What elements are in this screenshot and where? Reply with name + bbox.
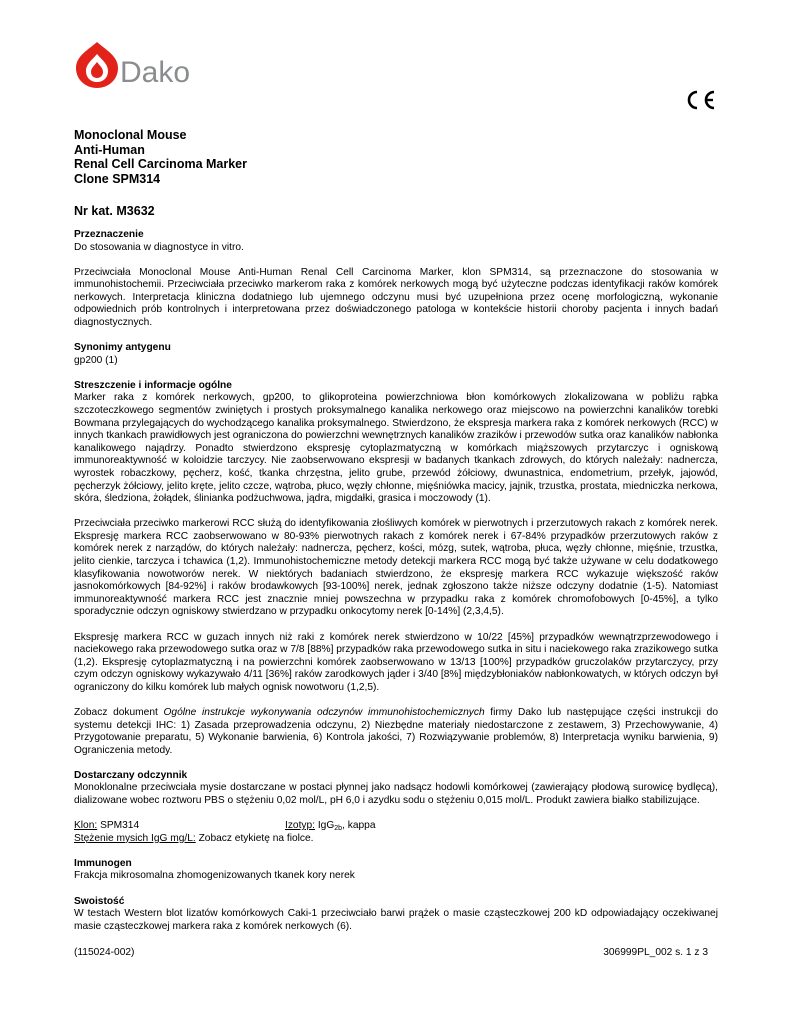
section-specificity (74, 896, 718, 934)
clone-spec (74, 820, 285, 833)
summary-paragraph-reference (74, 707, 718, 757)
purpose-paragraph: Przeciwciała Monoclonal Mouse Anti-Human Renal Cell Carcinoma Marker, klon SPM314, są przeznaczone do stosowania w immunohistochemii. Przeciwciała przeciwko markerom raka z komórek nerkowych mogą być użyteczne podczas identyfikacji raków komórek nerkowych. Interpretacja kliniczna dodatniego lub ujemnego odczynu musi być uzupełniona przez ocenę morfologiczną, wykonanie odpowiednich prób kontrolnych i interpretowana przez doświadczonego patologa w kontekście historii choroby pacjenta i innych badań diagnostycznych. (74, 266, 718, 329)
ce-mark (683, 90, 717, 110)
catalog-number: Nr kat. M3632 (74, 204, 155, 218)
title-line: Monoclonal Mouse (74, 128, 187, 142)
footer-document-code: (115024-002) (74, 947, 135, 958)
ce-mark-icon (683, 90, 717, 110)
section-text: Do stosowania w diagnostyce in vitro. (74, 241, 244, 253)
spec-subscript: 2b (334, 825, 343, 833)
concentration-spec (74, 833, 718, 846)
text-fragment: firmy Dako lub następujące części instrukcji do systemu detekcji IHC: 1) Zasada przeprowadzenia odczynu, 2) Niezbędne materiały niedostarczone z zestawem, 3) Przechowywanie, 4) Przygotowanie preparatu, 5) Wykonanie barwienia, 6) Kontrola jakości, 7) Rozwiązywanie problemów, 8) Interpretacja wyniku barwienia, 9) Ograniczenia metody. (74, 707, 718, 756)
section-text: Monoklonalne przeciwciała mysie dostarczane w postaci płynnej jako nadsącz hodowli komórkowej (zawierający płodową surowicę bydlęcą), dializowane wobec roztworu PBS o stężeniu 0,02 mol/L, pH 6,0 i azydku sodu o stężeniu 0,015 mol/L. Produkt zawiera białko stabilizujące. (74, 782, 718, 807)
document-body (74, 229, 718, 946)
section-immunogen (74, 858, 718, 883)
title-line: Clone SPM314 (74, 171, 161, 186)
spec-value: Zobacz etykietę na fiolce. (195, 832, 314, 844)
section-text: W testach Western blot lizatów komórkowych Caki-1 przeciwciało barwi prążek o masie cząsteczkowej 200 kD odpowiadający oczekiwanej masie cząsteczkowej markera raka z komórek nerkowych (6). (74, 908, 718, 932)
section-synonyms (74, 342, 718, 367)
brand-name: Dako (120, 56, 191, 89)
section-text: Frakcja mikrosomalna zhomogenizowanych tkanek kory nerek (74, 870, 355, 882)
spec-row (74, 820, 718, 833)
section-heading: Dostarczany odczynnik (74, 769, 188, 781)
section-text: Marker raka z komórek nerkowych, gp200, to glikoproteina powierzchniowa błon komórkowych zlokalizowana w pobliżu rąbka szczoteczkowego segmentów zwiniętych i prostych proksymalnego kanalika nerkowego oraz miejscowo na powierzchni kanalików torebki Bowmana przylegających do wychodzącego kanalika proksymalnego. Stwierdzono, że ekspresja markera raka z komórek nerkowych (RCC) w innych tkankach prawidłowych jest ograniczona do powierzchni wewnętrznych kanalików zrazików i przewodów sutka oraz kanalików nabłonka kanalikowego najądrzy. Ponadto stwierdzono ekspresję cytoplazmatyczną w komórkach miąższowych przytarczyc i ogniskową immunoreaktywność w koloidzie tarczycy. Nie zaobserwowano ekspresji w badanych tkankach zdrowych, do których należały: nadnercza, wyrostek robaczkowy, pęcherz, kość, tkanka chrzęstna, jelito grube, przewód żółciowy, dwunastnica, endometrium, przełyk, jajowód, pęcherzyk żółciowy, jelito kręte, jelito czcze, wątroba, płuco, węzły chłonne, mięśniówka macicy, jajnik, trzustka, prostata, miedniczka nerkowa, skóra, śledziona, żołądek, ślinianka podżuchwowa, jądra, migdałki, grasica i moczowody (1). (74, 392, 718, 505)
spec-label: Izotyp: (285, 820, 316, 832)
summary-paragraph: Przeciwciała przeciwko markerowi RCC służą do identyfikowania złośliwych komórek w pierwotnych i przerzutowych rakach z komórek nerek. Ekspresję markera RCC zaobserwowano w 80-93% pierwotnych rakach z komórek nerek i 67-84% przypadków przerzutowych raków z komórek nerek z narządów, do których należały: nadnercza, pęcherz, kości, mózg, sutek, wątroba, płuca, węzły chłonne, mięśnie, trzustka, jelito cienkie, tarczyca i tchawica (1,2). Immunohistochemiczne metody detekcji markera RCC mogą być także używane w celu dodatkowego klasyfikowania nowotworów nerek. W niektórych badaniach stwierdzono, że ekspresję markera RCC wykazuje większość raków jasnokomórkowych [84-92%] i raków brodawkowych [93-100%] nerek, jednak zgłoszono także niższe odczyny dodatnie (1-5). Natomiast immunoreaktywność markera RCC jest znacznie mniej powszechna w przypadku raka z komórek chromofobowych [0-45%], a tylko sporadycznie odczyn ogniskowy stwierdzano w przypadku onkocytomy nerek [0-14%] (2,3,4,5). (74, 518, 718, 618)
spec-value: , kappa (342, 820, 376, 832)
dako-logo (74, 40, 204, 96)
reagent-specs (74, 820, 718, 845)
section-text: gp200 (1) (74, 354, 118, 366)
section-summary (74, 380, 718, 506)
text-fragment: Zobacz dokument (74, 707, 164, 718)
spec-value: IgG (315, 820, 335, 832)
section-heading: Immunogen (74, 857, 132, 869)
section-purpose (74, 229, 718, 254)
footer-page-number: 306999PL_002 s. 1 z 3 (603, 947, 708, 958)
title-line: Anti-Human (74, 142, 145, 157)
section-heading: Streszczenie i informacje ogólne (74, 379, 232, 391)
summary-paragraph: Ekspresję markera RCC w guzach innych niż raki z komórek nerek stwierdzono w 10/22 [45%] przypadków wewnątrzprzewodowego i naciekowego raka przewodowego sutka oraz w 7/8 [88%] przypadków raka przewodowego sutka in situ i naciekowego raka zrazikowego sutka (1,2). Ekspresję cytoplazmatyczną i na powierzchni komórek zaobserwowano w 13/13 [100%] przypadków gruczolaków przytarczycy, przy czym odczyn ogniskowy wykazywało 4/11 [36%] raków zarodkowych jąder i 3/40 [8%] międzybłoniaków nabłonkowatych, w których odczyn był ograniczony do kilku komórek lub małych ognisk nowotworu (1,2,5). (74, 631, 718, 693)
product-title (74, 128, 247, 186)
title-line: Renal Cell Carcinoma Marker (74, 157, 247, 171)
spec-value: SPM314 (97, 820, 140, 832)
document-title-reference: Ogólne instrukcje wykonywania odczynów immunohistochemicznych (163, 707, 485, 718)
isotype-spec (285, 820, 376, 833)
spec-label: Stężenie mysich IgG mg/L: (74, 832, 196, 844)
section-heading: Synonimy antygenu (74, 342, 171, 354)
dako-drop-icon (74, 40, 120, 90)
section-heading: Przeznaczenie (74, 229, 144, 240)
section-heading: Swoistość (74, 895, 125, 907)
spec-label: Klon: (74, 820, 98, 832)
section-reagent (74, 770, 718, 808)
